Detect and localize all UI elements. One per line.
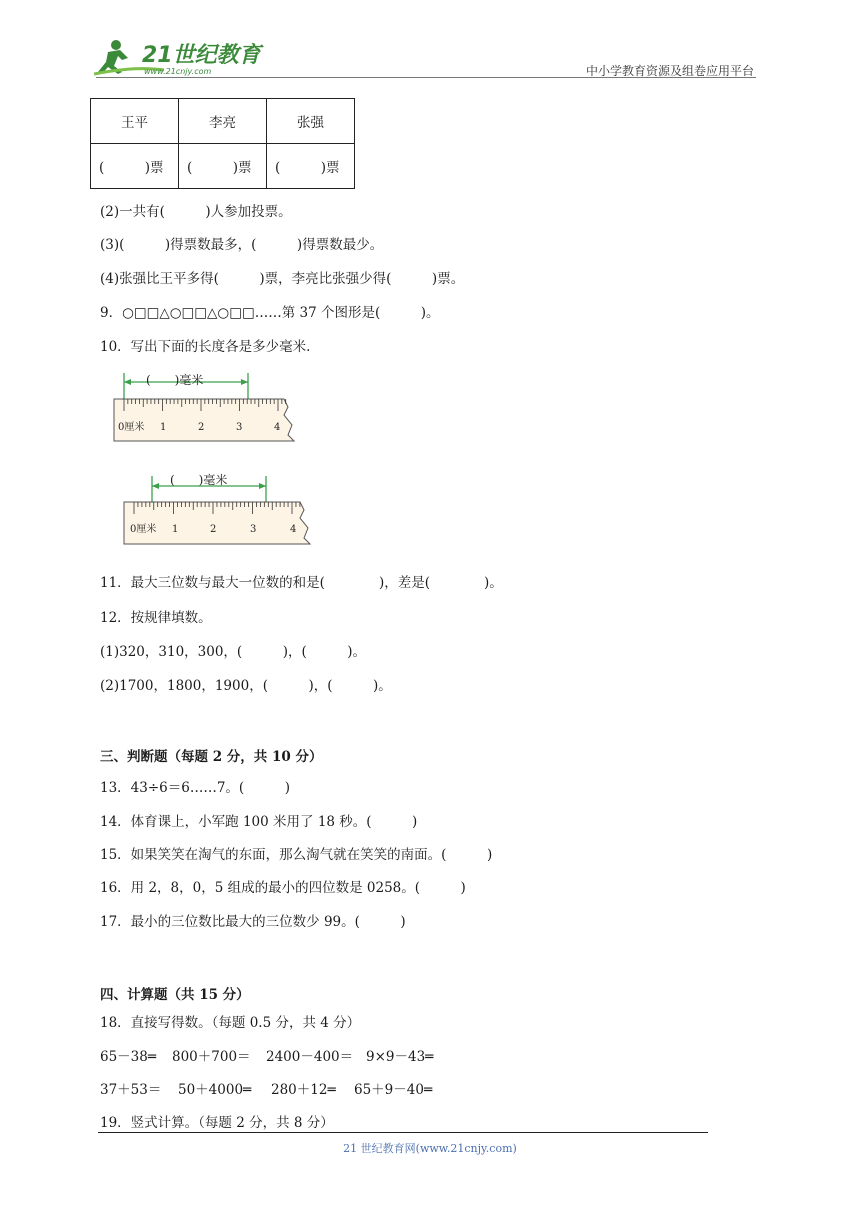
question-line: 17．最小的三位数比最大的三位数少 99。( ) bbox=[100, 914, 406, 930]
question-line: (3)( )得票数最多，( )得票数最少。 bbox=[100, 237, 384, 253]
question-line: (2)1700，1800，1900，( )，( )。 bbox=[100, 678, 392, 694]
footer-text: 21 世纪教育网(www.21cnjy.com) bbox=[343, 1142, 517, 1155]
calc-item: 2400－400＝ bbox=[266, 1049, 354, 1065]
ruler-tick-label: 3 bbox=[250, 524, 257, 535]
logo-icon bbox=[94, 36, 264, 80]
calc-item: 280＋12═ bbox=[271, 1082, 336, 1098]
question-line: 10．写出下面的长度各是多少毫米. bbox=[100, 339, 311, 355]
table-header-cell: 李亮 bbox=[179, 99, 267, 144]
table-header-cell: 王平 bbox=[91, 99, 179, 144]
question-line: 15．如果笑笑在淘气的东面，那么淘气就在笑笑的南面。( ) bbox=[100, 847, 493, 863]
ruler-tick-label: 2 bbox=[210, 524, 217, 535]
svg-text:www.21cnjy.com: www.21cnjy.com bbox=[144, 67, 212, 76]
calc-item: 37＋53＝ bbox=[100, 1082, 162, 1098]
logo bbox=[94, 36, 264, 80]
ruler-tick-label: 2 bbox=[198, 422, 205, 433]
question-line: 13．43÷6＝6……7。( ) bbox=[100, 780, 290, 796]
question-line: 19．竖式计算。（每题 2 分，共 8 分） bbox=[100, 1115, 334, 1131]
ruler-figure-2 bbox=[122, 466, 314, 546]
ruler-label: ( )毫米 bbox=[146, 373, 204, 387]
ruler-figure-1 bbox=[112, 365, 298, 443]
question-line: (2)一共有( )人参加投票。 bbox=[100, 204, 292, 220]
question-line: (4)张强比王平多得( )票，李亮比张强少得( )票。 bbox=[100, 271, 465, 287]
table-header-cell: 张强 bbox=[267, 99, 355, 144]
platform-name: 中小学教育资源及组卷应用平台 bbox=[585, 64, 754, 78]
ruler-tick-label: 4 bbox=[274, 422, 281, 433]
section-title: 四、计算题（共 15 分） bbox=[100, 987, 250, 1003]
calc-item: 65－38═ bbox=[100, 1049, 156, 1065]
question-line: 18．直接写得数。（每题 0.5 分，共 4 分） bbox=[100, 1015, 361, 1031]
header-divider bbox=[96, 77, 756, 78]
calc-item: 800＋700＝ bbox=[172, 1049, 251, 1065]
question-line: 11．最大三位数与最大一位数的和是( )，差是( )。 bbox=[100, 575, 503, 591]
table-answer-cell: ( )票 bbox=[91, 144, 179, 189]
ruler-unit-label: 0厘米 bbox=[118, 422, 145, 433]
svg-text:21世纪教育: 21世纪教育 bbox=[142, 43, 261, 68]
calc-item: 50＋4000═ bbox=[178, 1082, 252, 1098]
question-line: 9．○□□△○□□△○□□……第 37 个图形是( )。 bbox=[100, 305, 440, 321]
ruler-tick-label: 3 bbox=[236, 422, 243, 433]
calc-item: 65＋9－40═ bbox=[354, 1082, 433, 1098]
question-line: (1)320，310，300，( )，( )。 bbox=[100, 644, 366, 660]
ruler-label: ( )毫米 bbox=[170, 473, 228, 487]
section-title: 三、判断题（每题 2 分，共 10 分） bbox=[100, 749, 323, 765]
question-line: 12．按规律填数。 bbox=[100, 610, 212, 626]
table-answer-cell: ( )票 bbox=[267, 144, 355, 189]
vote-table bbox=[90, 98, 355, 189]
calc-item: 9×9－43═ bbox=[366, 1049, 434, 1065]
question-line: 14．体育课上，小军跑 100 米用了 18 秒。( ) bbox=[100, 814, 418, 830]
ruler-tick-label: 4 bbox=[290, 524, 297, 535]
ruler-tick-label: 1 bbox=[172, 524, 179, 535]
ruler-tick-label: 1 bbox=[160, 422, 167, 433]
footer-divider bbox=[98, 1132, 708, 1133]
ruler-unit-label: 0厘米 bbox=[130, 524, 157, 535]
table-answer-cell: ( )票 bbox=[179, 144, 267, 189]
question-line: 16．用 2，8，0，5 组成的最小的四位数是 0258。( ) bbox=[100, 880, 466, 896]
